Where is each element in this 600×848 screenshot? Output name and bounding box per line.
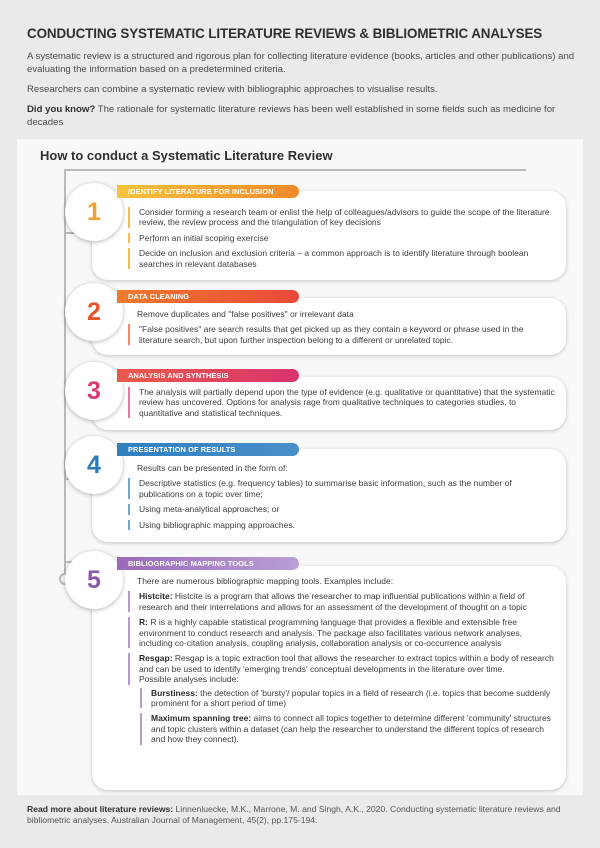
step-4-item: Using meta-analytical approaches; or (128, 504, 556, 514)
page-title: CONDUCTING SYSTEMATIC LITERATURE REVIEWS & BIBLIOMETRIC ANALYSES (27, 26, 543, 41)
did-you-know-label: Did you know? (27, 104, 96, 115)
tool-name: R: (139, 617, 148, 628)
step-4-item: Using bibliographic mapping approaches. (128, 520, 556, 530)
timeline-line (64, 169, 66, 576)
step-heading-5: BIBLIOGRAPHIC MAPPING TOOLS (117, 557, 299, 570)
step-2-item: Remove duplicates and "false positives" or irrelevant data (137, 309, 354, 319)
step-3-item: The analysis will partially depend upon the type of evidence (e.g. qualitative or quantitative) that the systematic review has uncovered. Options for analysis rage from qualitative techniques to categories studies, to quantitative and statistical techniques. (128, 387, 556, 418)
possible-analyses-label: Possible analyses include: (139, 674, 239, 685)
step-1-item: Decide on inclusion and exclusion criteria – a common approach is to identify literature through boolean searches in relevant databases (128, 248, 556, 269)
step-3-items (128, 387, 556, 423)
tool-histcite (128, 591, 556, 612)
tool-description: Histcite is a program that allows the researcher to map influential publications within a field of research and their interrelations and allows for an assessment of the development of thought on a topic (139, 591, 527, 612)
step-number-5: 5 (65, 551, 123, 609)
step-1-item: Consider forming a research team or enlist the help of colleagues/advisors to guide the scope of the literature review, the review process and the triangulation of key decisions (128, 207, 556, 228)
analysis-description: aims to connect all topics together to determine different 'community' structures and topic clusters within a dataset (can help the researcher to understand the different topics of research and how they connect). (151, 713, 551, 745)
step-1-item: Perform an initial scoping exercise (128, 233, 556, 243)
tool-r (128, 617, 556, 648)
analysis-burstiness (140, 688, 556, 709)
step-heading-1: IDENTIFY LITERATURE FOR INCLUSION (117, 185, 299, 198)
tool-name: Histcite: (139, 591, 173, 602)
analysis-max-spanning-tree (140, 713, 556, 744)
intro-paragraph-1: A systematic review is a structured and rigorous plan for collecting literature evidence (books, articles and other publications) and evaluating the information based on a predetermined criteria. (27, 51, 575, 75)
step-5-intro: There are numerous bibliographic mapping tools. Examples include: (137, 576, 394, 586)
step-number-1: 1 (65, 183, 123, 241)
tool-name: Resgap: (139, 653, 173, 664)
footer-label: Read more about literature reviews: (27, 804, 174, 814)
step-number-3: 3 (65, 362, 123, 420)
step-2-item: "False positives" are search results that get picked up as they contain a keyword or phrase used in the literature search, but upon further inspection belong to a different or unrelated topic. (128, 324, 556, 345)
intro-paragraph-2: Researchers can combine a systematic review with bibliographic approaches to visualise results. (27, 84, 438, 95)
step-number-4: 4 (65, 436, 123, 494)
step-heading-3: ANALYSIS AND SYNTHESIS (117, 369, 299, 382)
tool-description: Resgap is a topic extraction tool that allows the researcher to extract topics within a body of research and can be used to identify 'emerging trends' conceptual developments in the literature over time. (139, 653, 554, 674)
timeline-top-line (64, 169, 526, 171)
step-heading-4: PRESENTATION OF RESULTS (117, 443, 299, 456)
step-2-items (128, 309, 556, 350)
analysis-description: the detection of 'bursty'/ popular topics in a field of research (i.e. topics that become suddenly prominent for a short period of time) (151, 687, 551, 709)
tool-description: R is a highly capable statistical programming language that provides a flexible and extensible free environment to conduct research and analysis. The package also facilitates various network analyses, including co-citation analysis, coupling analysis, collaboration analysis or co-occurrence analysis (139, 617, 523, 649)
step-4-item: Results can be presented in the form of: (137, 463, 288, 473)
step-1-items (128, 207, 556, 274)
analysis-name: Maximum spanning tree: (151, 713, 252, 724)
panel-title: How to conduct a Systematic Literature Review (40, 148, 333, 163)
step-heading-2: DATA CLEANING (117, 290, 299, 303)
step-4-item: Descriptive statistics (e.g. frequency tables) to summarise basic information, such as the number of publications on a topic over time; (128, 478, 556, 499)
step-4-items (128, 463, 556, 535)
analysis-name: Burstiness: (151, 687, 198, 698)
step-number-2: 2 (65, 283, 123, 341)
footer-citation: Linnenluecke, M.K., Marrone, M. and Singh, A.K., 2020. Conducting systematic literature reviews and bibliometric analyses. Australian Journal of Management, 45(2), pp.175-194. (27, 804, 561, 825)
did-you-know-text: The rationale for systematic literature reviews has been well established in some fields such as medicine for decades (27, 104, 556, 128)
step-5-items (128, 576, 556, 750)
footer-reference (27, 804, 583, 826)
did-you-know (27, 104, 583, 129)
tool-resgap (128, 653, 556, 684)
